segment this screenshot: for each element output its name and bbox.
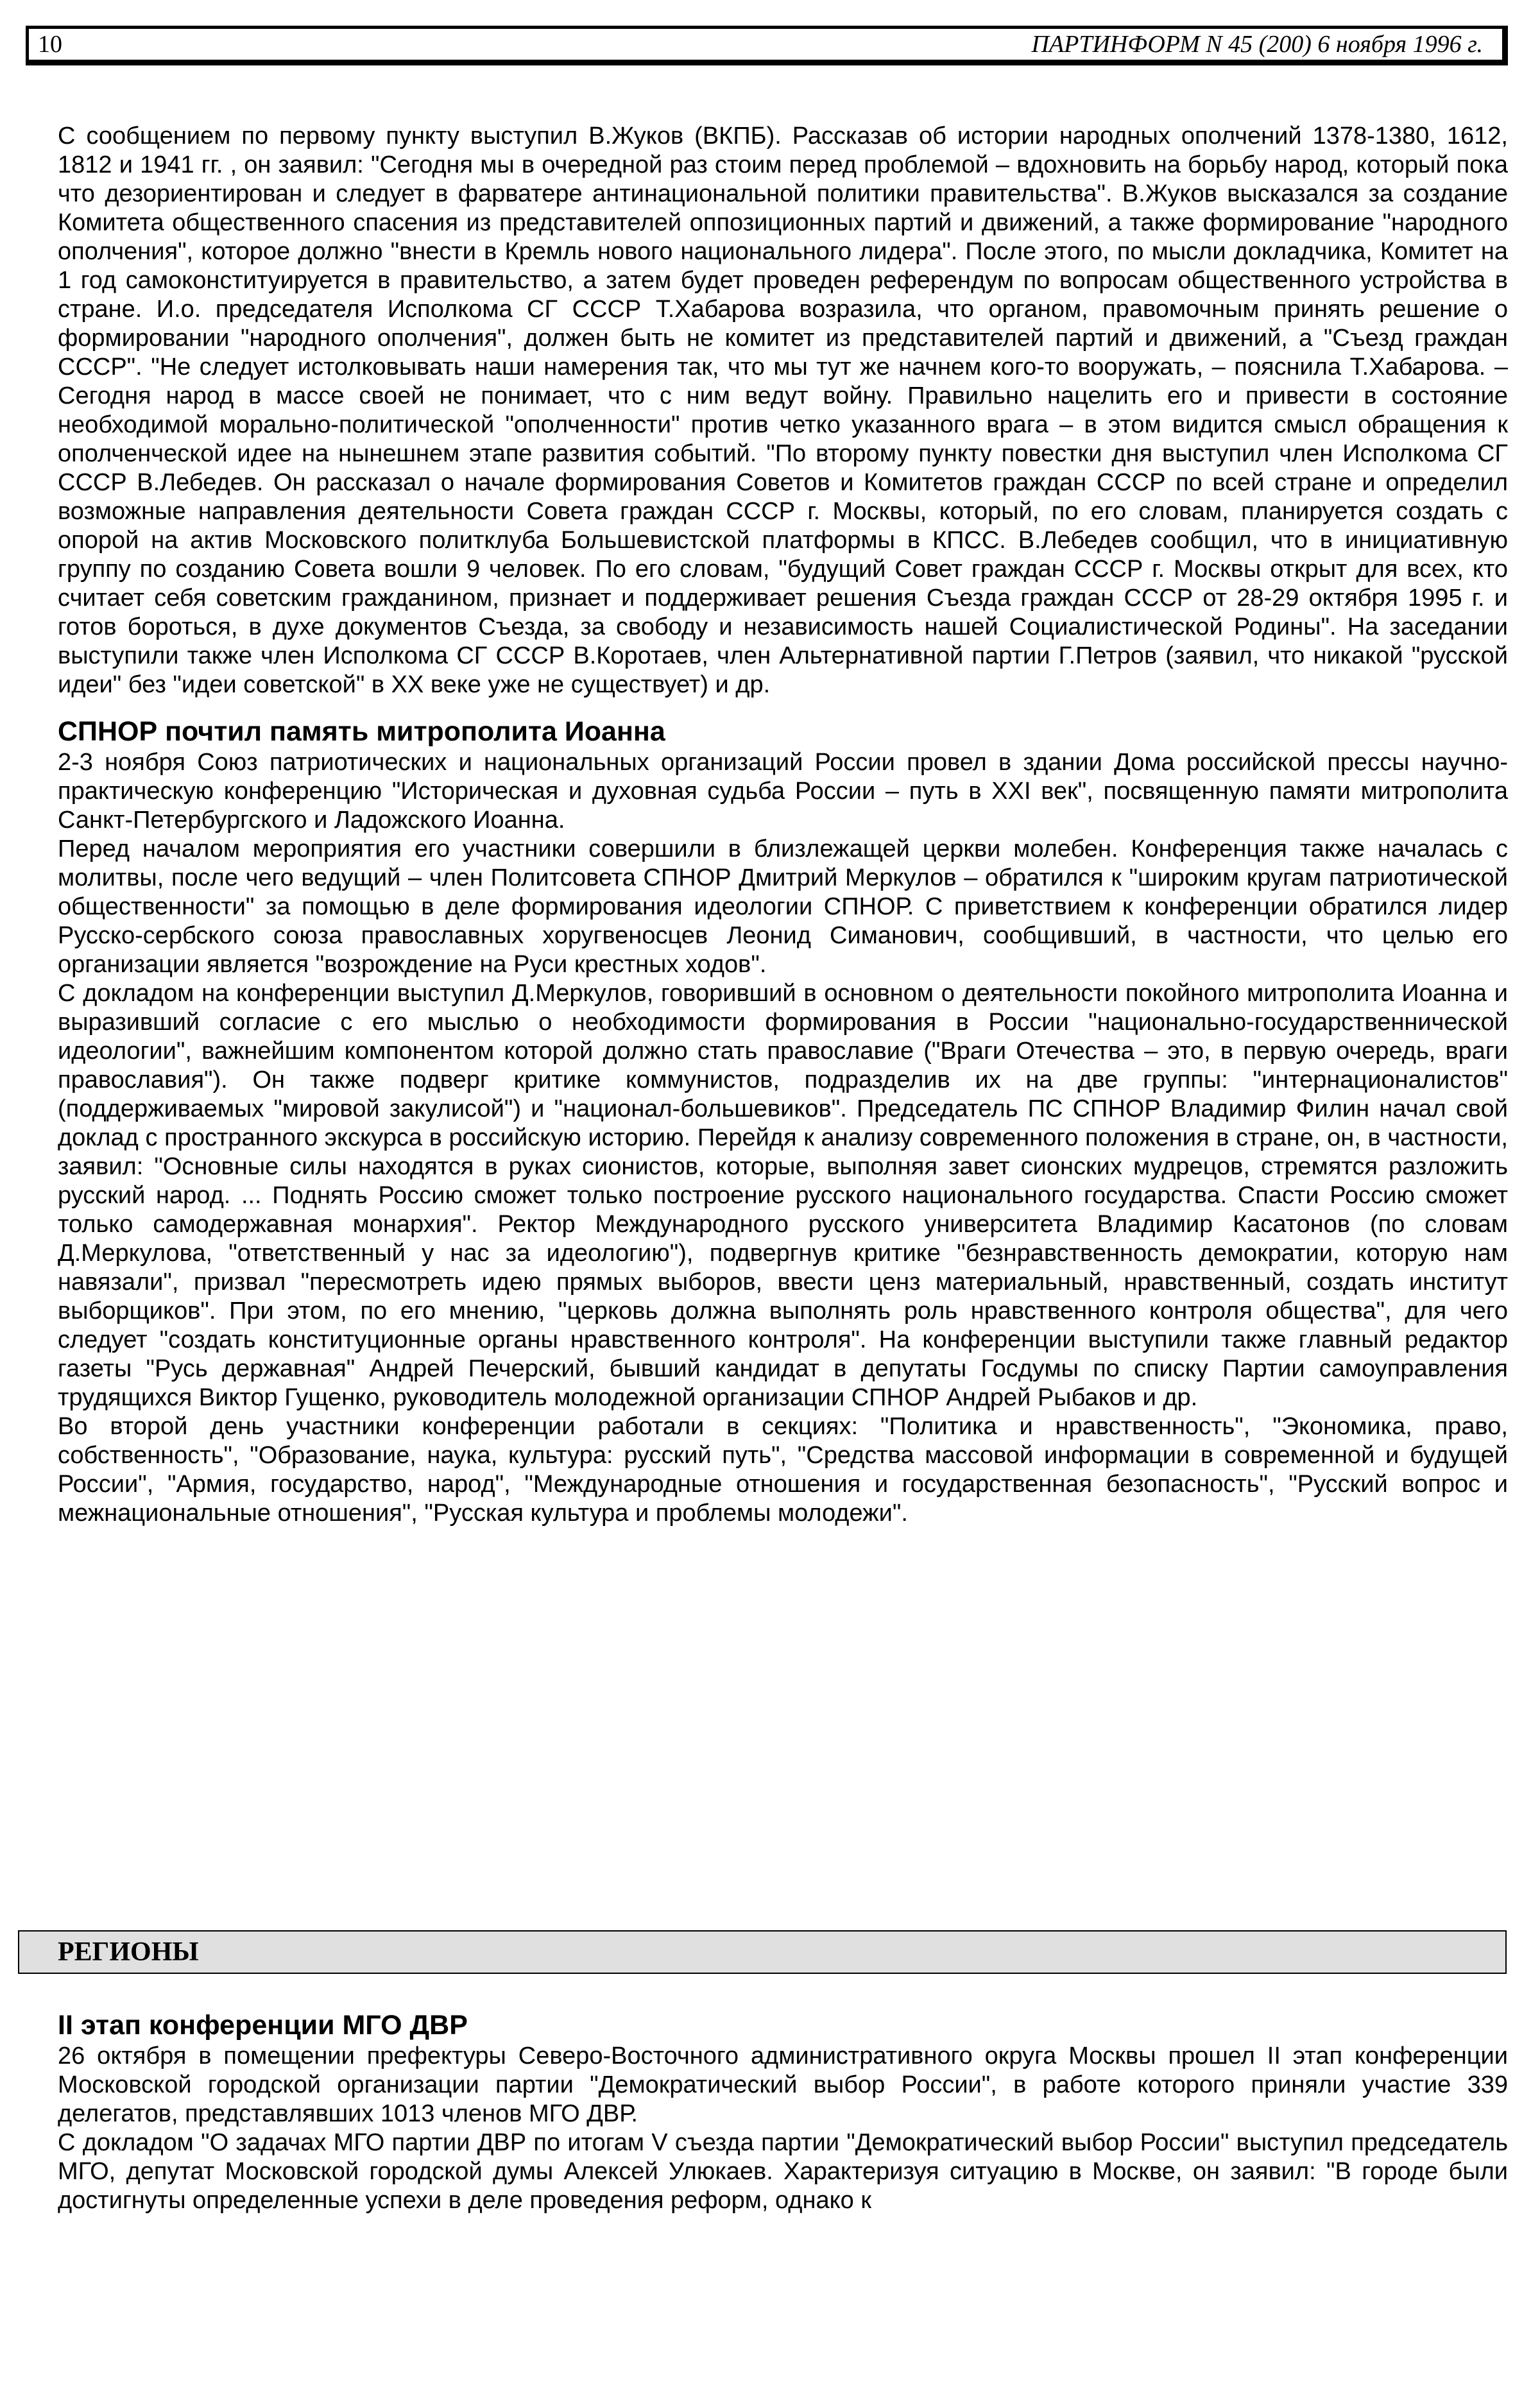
article3-title: II этап конференции МГО ДВР bbox=[58, 2010, 468, 2041]
page-header bbox=[26, 26, 1508, 65]
article1-paragraph: С сообщением по первому пункту выступил В.Жуков (ВКПБ). Рассказав об истории народных ополчений 1378-1380, 1612, 1812 и 1941 гг. , он заявил: "Сегодня мы в очередной раз стоим перед проблемой – вдохновить на борьбу народ, который пока что дезориентирован и следует в фарватере антинациональной политики правительства". В.Жуков высказался за создание Комитета общественного спасения из представителей оппозиционных партий и движений, а также формирование "народного ополчения", которое должно "внести в Кремль нового национального лидера". После этого, по мысли докладчика, Комитет на 1 год самоконституируется в правительство, а затем будет проведен референдум по вопросам общественного устройства в стране. И.о. председателя Исполкома СГ СССР Т.Хабарова возразила, что органом, правомочным принять решение о формировании "народного ополчения", должен быть не комитет из представителей партий и движений, а "Съезд граждан СССР". "Не следует истолковывать наши намерения так, что мы тут же начнем кого-то вооружать, – пояснила Т.Хабарова. – Сегодня народ в массе своей не понимает, что с ним ведут войну. Правильно нацелить его и привести в состояние необходимой морально-политической "ополченности" против четко указанного врага – в этом видится смысл обращения к ополченческой идее на нынешнем этапе развития событий. "По второму пункту повестки дня выступил член Исполкома СГ СССР В.Лебедев. Он рассказал о начале формирования Советов и Комитетов граждан СССР по всей стране и определил возможные направления деятельности Совета граждан СССР г. Москвы, который, по его словам, планируется создать с опорой на актив Московского политклуба Большевистской платформы в КПСС. В.Лебедев сообщил, что в инициативную группу по созданию Совета вошли 9 человек. По его словам, "будущий Совет граждан СССР г. Москвы открыт для всех, кто считает себя советским гражданином, признает и поддерживает решения Съезда граждан СССР от 28-29 октября 1995 г. и готов бороться, в духе документов Съезда, за свободу и независимость нашей Социалистической Родины". На заседании выступили также член Исполкома СГ СССР В.Коротаев, член Альтернативной партии Г.Петров (заявил, что никакой "русской идеи" без "идеи советской" в XX веке уже не существует) и др. bbox=[58, 123, 1508, 698]
article2-paragraph-1: 2-3 ноября Союз патриотических и национальных организаций России провел в здании Дома российской прессы научно-практическую конференцию "Историческая и духовная судьба России – путь в XXI век", посвященную памяти митрополита Санкт-Петербургского и Ладожского Иоанна. bbox=[58, 749, 1508, 834]
main-content bbox=[58, 122, 1508, 1528]
regions-content bbox=[58, 2009, 1508, 2215]
article2-paragraph-3: С докладом на конференции выступил Д.Меркулов, говоривший в основном о деятельности покойного митрополита Иоанна и выразивший согласие с его мыслью о необходимости формирования в России "национально-государственнической идеологии", важнейшим компонентом которой должно стать православие ("Враги Отечества – это, в первую очередь, враги православия"). Он также подверг критике коммунистов, подразделив их на две группы: "интернационалистов" (поддерживаемых "мировой закулисой") и "национал-большевиков". Председатель ПС СПНОР Владимир Филин начал свой доклад с пространного экскурса в российскую историю. Перейдя к анализу современного положения в стране, он, в частности, заявил: "Основные силы находятся в руках сионистов, которые, выполняя завет сионских мудрецов, стремятся разложить русский народ. ... Поднять Россию сможет только построение русского национального государства. Спасти Россию сможет только самодержавная монархия". Ректор Международного русского университета Владимир Касатонов (по словам Д.Меркулова, "ответственный у нас за идеологию"), подвергнув критике "безнравственность демократии, которую нам навязали", призвал "пересмотреть идею прямых выборов, ввести ценз материальный, нравственный, создать институт выборщиков". При этом, по его мнению, "церковь должна выполнять роль нравственного контроля общества", для чего следует "создать конституционные органы нравственного контроля". На конференции выступили также главный редактор газеты "Русь державная" Андрей Печерский, бывший кандидат в депутаты Госдумы по списку Партии самоуправления трудящихся Виктор Гущенко, руководитель молодежной организации СПНОР Андрей Рыбаков и др. bbox=[58, 980, 1508, 1411]
article3-paragraph-1: 26 октября в помещении префектуры Северо-Восточного административного округа Москвы прошел II этап конференции Московской городской организации партии "Демократический выбор России", в работе которого приняли участие 339 делегатов, представлявших 1013 членов МГО ДВР. bbox=[58, 2043, 1508, 2127]
article3-paragraph-2: С докладом "О задачах МГО партии ДВР по итогам V съезда партии "Демократический выбор России" выступил председатель МГО, депутат Московской городской думы Алексей Улюкаев. Характеризуя ситуацию в Москве, он заявил: "В городе были достигнуты определенные успехи в деле проведения реформ, однако к bbox=[58, 2129, 1508, 2214]
article2-paragraph-2: Перед началом мероприятия его участники совершили в близлежащей церкви молебен. Конференция также началась с молитвы, после чего ведущий – член Политсовета СПНОР Дмитрий Меркулов – обратился к "широким кругам патриотической общественности" за помощью в деле формирования идеологии СПНОР. С приветствием к конференции обратился лидер Русско-сербского союза православных хоругвеносцев Леонид Симанович, сообщивший, в частности, что целью его организации является "возрождение на Руси крестных ходов". bbox=[58, 835, 1508, 978]
section-header-regions: РЕГИОНЫ bbox=[18, 1930, 1507, 1974]
page-number: 10 bbox=[38, 31, 62, 58]
publication-title: ПАРТИНФОРМ N 45 (200) 6 ноября 1996 г. bbox=[1031, 31, 1483, 58]
article2-paragraph-4: Во второй день участники конференции работали в секциях: "Политика и нравственность", "Экономика, право, собственность", "Образование, наука, культура: русский путь", "Средства массовой информации в современной и будущей России", "Армия, государство, народ", "Международные отношения и государственная безопасность", "Русский вопрос и межнациональные отношения", "Русская культура и проблемы молодежи". bbox=[58, 1413, 1508, 1527]
article2-title: СПНОР почтил память митрополита Иоанна bbox=[58, 716, 665, 747]
